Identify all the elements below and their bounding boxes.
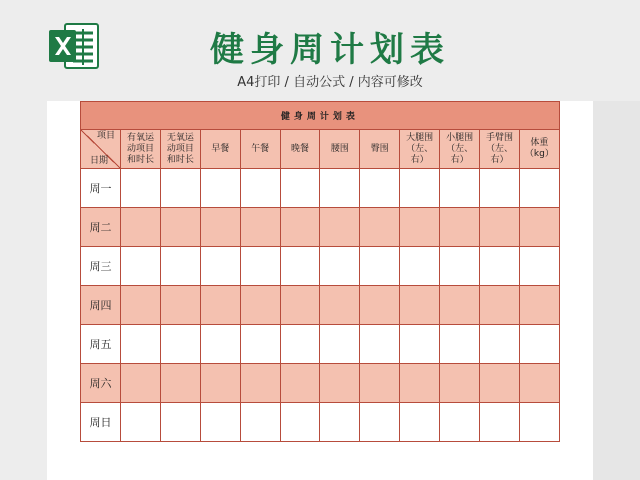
column-header-line: 动项目 bbox=[166, 143, 194, 154]
day-label: 周日 bbox=[81, 403, 121, 442]
table-cell[interactable] bbox=[519, 286, 559, 325]
column-header bbox=[519, 130, 559, 169]
table-cell[interactable] bbox=[200, 169, 240, 208]
column-header bbox=[400, 130, 440, 169]
column-header-line: 腰围 bbox=[330, 143, 349, 154]
table-cell[interactable] bbox=[360, 325, 400, 364]
table-cell[interactable] bbox=[320, 286, 360, 325]
background-strip bbox=[593, 101, 640, 480]
table-cell[interactable] bbox=[160, 208, 200, 247]
table-cell[interactable] bbox=[280, 325, 320, 364]
day-label: 周二 bbox=[81, 208, 121, 247]
table-row bbox=[81, 286, 560, 325]
table-cell[interactable] bbox=[280, 364, 320, 403]
fitness-plan-table bbox=[80, 101, 560, 442]
column-header bbox=[360, 130, 400, 169]
table-cell[interactable] bbox=[240, 169, 280, 208]
table-cell[interactable] bbox=[240, 364, 280, 403]
table-cell[interactable] bbox=[240, 403, 280, 442]
table-cell[interactable] bbox=[160, 325, 200, 364]
column-header-line: 无氧运 bbox=[166, 132, 194, 143]
excel-icon bbox=[47, 21, 101, 71]
table-cell[interactable] bbox=[200, 364, 240, 403]
corner-label-item: 项目 bbox=[96, 131, 115, 141]
table-cell[interactable] bbox=[320, 208, 360, 247]
table-cell[interactable] bbox=[360, 286, 400, 325]
column-header-line: （kg） bbox=[524, 149, 554, 159]
corner-label-date: 日期 bbox=[90, 156, 109, 166]
table-cell[interactable] bbox=[121, 364, 161, 403]
table-cell[interactable] bbox=[200, 403, 240, 442]
column-header-line: 有氧运 bbox=[126, 132, 154, 143]
column-header-line: 右） bbox=[490, 154, 509, 165]
table-cell[interactable] bbox=[440, 208, 480, 247]
table-cell[interactable] bbox=[121, 403, 161, 442]
table-cell[interactable] bbox=[440, 403, 480, 442]
table-cell[interactable] bbox=[121, 169, 161, 208]
table-cell[interactable] bbox=[200, 208, 240, 247]
column-header-line: 和时长 bbox=[166, 154, 194, 165]
table-row bbox=[81, 325, 560, 364]
table-cell[interactable] bbox=[240, 247, 280, 286]
table-cell[interactable] bbox=[400, 286, 440, 325]
table-cell[interactable] bbox=[480, 208, 520, 247]
table-cell[interactable] bbox=[320, 403, 360, 442]
diagonal-corner bbox=[81, 130, 120, 168]
banner bbox=[0, 0, 640, 100]
table-cell[interactable] bbox=[480, 286, 520, 325]
table-cell[interactable] bbox=[400, 208, 440, 247]
table-cell[interactable] bbox=[320, 364, 360, 403]
table-cell[interactable] bbox=[400, 169, 440, 208]
column-header-line: 小腿围 bbox=[446, 132, 474, 143]
table-row bbox=[81, 403, 560, 442]
table-cell[interactable] bbox=[519, 208, 559, 247]
day-label: 周四 bbox=[81, 286, 121, 325]
column-header bbox=[480, 130, 520, 169]
table-row bbox=[81, 169, 560, 208]
column-header bbox=[200, 130, 240, 169]
table-cell[interactable] bbox=[440, 286, 480, 325]
table-cell[interactable] bbox=[440, 169, 480, 208]
page-title: 健身周计划表 bbox=[210, 30, 450, 70]
day-label: 周五 bbox=[81, 325, 121, 364]
table-cell[interactable] bbox=[519, 325, 559, 364]
table-cell[interactable] bbox=[440, 364, 480, 403]
column-header-line: 手臂围 bbox=[485, 132, 513, 143]
table-body bbox=[81, 169, 560, 442]
day-label: 周六 bbox=[81, 364, 121, 403]
table-cell[interactable] bbox=[240, 325, 280, 364]
table-cell[interactable] bbox=[121, 247, 161, 286]
table-cell[interactable] bbox=[121, 325, 161, 364]
table-cell[interactable] bbox=[320, 325, 360, 364]
column-header-line: 和时长 bbox=[126, 154, 154, 165]
table-row bbox=[81, 364, 560, 403]
table-cell[interactable] bbox=[160, 247, 200, 286]
table-cell[interactable] bbox=[519, 364, 559, 403]
column-header-line: 早餐 bbox=[211, 143, 230, 154]
column-header-line: 动项目 bbox=[126, 143, 154, 154]
table-cell[interactable] bbox=[121, 208, 161, 247]
table-cell[interactable] bbox=[400, 247, 440, 286]
column-header-line: 大腿围 bbox=[406, 132, 434, 143]
day-label: 周一 bbox=[81, 169, 121, 208]
day-label: 周三 bbox=[81, 247, 121, 286]
column-header-line: （左、 bbox=[406, 143, 434, 154]
table-cell[interactable] bbox=[519, 403, 559, 442]
table-row bbox=[81, 208, 560, 247]
column-header-line: （左、 bbox=[446, 143, 474, 154]
table-cell[interactable] bbox=[240, 208, 280, 247]
table-cell[interactable] bbox=[360, 247, 400, 286]
page-subtitle: A4打印 / 自动公式 / 内容可修改 bbox=[237, 75, 423, 90]
table-cell[interactable] bbox=[360, 169, 400, 208]
table-cell[interactable] bbox=[200, 286, 240, 325]
table-cell[interactable] bbox=[240, 286, 280, 325]
table-cell[interactable] bbox=[160, 169, 200, 208]
table-cell[interactable] bbox=[440, 325, 480, 364]
table-cell[interactable] bbox=[320, 169, 360, 208]
table-cell[interactable] bbox=[519, 247, 559, 286]
table-cell[interactable] bbox=[280, 403, 320, 442]
table-cell[interactable] bbox=[480, 247, 520, 286]
table-cell[interactable] bbox=[200, 325, 240, 364]
table-title: 健身周计划表 bbox=[81, 102, 560, 130]
column-header bbox=[160, 130, 200, 169]
table-cell[interactable] bbox=[200, 247, 240, 286]
table-cell[interactable] bbox=[360, 364, 400, 403]
column-header bbox=[280, 130, 320, 169]
table-cell[interactable] bbox=[440, 247, 480, 286]
column-header-line: 臀围 bbox=[370, 143, 389, 154]
corner-cell bbox=[81, 130, 121, 169]
table-cell[interactable] bbox=[160, 403, 200, 442]
column-header-line: 右） bbox=[450, 154, 469, 165]
spreadsheet bbox=[47, 101, 593, 480]
table-cell[interactable] bbox=[160, 364, 200, 403]
column-header-line: 晚餐 bbox=[291, 143, 310, 154]
table-cell[interactable] bbox=[400, 325, 440, 364]
table-cell[interactable] bbox=[480, 403, 520, 442]
column-header-line: （左、 bbox=[485, 143, 513, 154]
table-cell[interactable] bbox=[121, 286, 161, 325]
table-cell[interactable] bbox=[480, 325, 520, 364]
table-cell[interactable] bbox=[519, 169, 559, 208]
table-cell[interactable] bbox=[280, 169, 320, 208]
table-cell[interactable] bbox=[320, 247, 360, 286]
table-cell[interactable] bbox=[480, 169, 520, 208]
table-title-row bbox=[81, 102, 560, 130]
table-cell[interactable] bbox=[160, 286, 200, 325]
column-header-line: 右） bbox=[410, 154, 429, 165]
table-cell[interactable] bbox=[360, 208, 400, 247]
column-header bbox=[440, 130, 480, 169]
column-header bbox=[121, 130, 161, 169]
table-cell[interactable] bbox=[280, 208, 320, 247]
column-header bbox=[320, 130, 360, 169]
column-header-line: 体重 bbox=[530, 138, 549, 148]
table-cell[interactable] bbox=[280, 286, 320, 325]
table-row bbox=[81, 247, 560, 286]
column-header bbox=[240, 130, 280, 169]
header-row bbox=[81, 130, 560, 169]
table-cell[interactable] bbox=[480, 364, 520, 403]
table-cell[interactable] bbox=[400, 364, 440, 403]
column-header-line: 午餐 bbox=[251, 143, 270, 154]
table-cell[interactable] bbox=[400, 403, 440, 442]
table-cell[interactable] bbox=[360, 403, 400, 442]
table-cell[interactable] bbox=[280, 247, 320, 286]
